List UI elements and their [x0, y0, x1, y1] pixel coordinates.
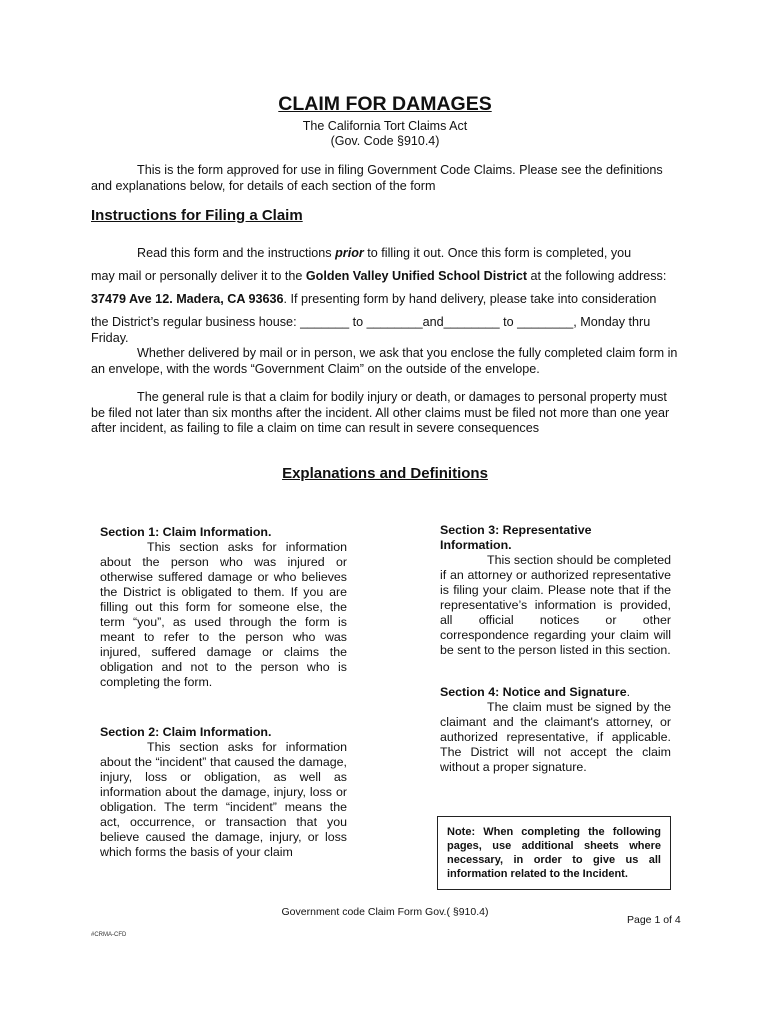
instr-text-d: at the following address:	[527, 269, 667, 283]
note-box	[437, 816, 671, 890]
subtitle: The California Tort Claims Act	[302, 119, 468, 133]
section-3-title-line-1: Section 3: Representative	[440, 523, 592, 537]
note-text: Note: When completing the following pages, use additional sheets where necessary, in order to give us all information related to the Incident.	[447, 826, 661, 880]
section-2-body: This section asks for information about the “incident” that caused the damage, injury, loss or obligation, as well as information about the damage, injury, loss or obligation. The term “incident” means the act, occurrence, or transaction that you believe caused the damage, injury, or loss which forms the basis of your claim	[100, 740, 347, 859]
instr-text-a: Read this form and the instructions	[137, 246, 336, 260]
section-4-title-period: .	[626, 685, 631, 699]
general-rule-paragraph	[91, 390, 691, 437]
instructions-line-1	[91, 242, 691, 265]
section-3-body: This section should be completed if an attorney or authorized representative is filing your claim. Please note that if the representative’s information is provided, all official notices or other correspondence regarding your claim will be sent to the person listed in this section.	[440, 553, 671, 657]
district-address: 37479 Ave 12. Madera, CA 93636	[91, 292, 284, 306]
instr-text-c: may mail or personally deliver it to the	[91, 269, 306, 283]
instr-text-b: to filling it out. Once this form is completed, you	[363, 246, 632, 260]
section-4	[440, 685, 671, 775]
section-3	[440, 523, 671, 658]
instructions-paragraph	[91, 242, 691, 334]
intro-paragraph	[91, 163, 691, 194]
page-number: Page 1 of 4	[627, 914, 681, 926]
section-2-title: Section 2: Claim Information.	[100, 725, 272, 739]
envelope-line-2: an envelope, with the words “Government Claim” on the outside of the envelope.	[91, 361, 540, 376]
instructions-line-5: Friday.	[91, 331, 129, 345]
section-2	[100, 725, 347, 860]
gov-code: (Gov. Code §910.4)	[330, 134, 440, 148]
rule-line-3: after incident, as failing to file a claim on time can result in severe consequences	[91, 421, 540, 435]
page-title: CLAIM FOR DAMAGES	[278, 93, 492, 115]
instructions-heading: Instructions for Filing a Claim	[91, 207, 303, 224]
section-3-title-line-2: Information.	[440, 538, 512, 552]
footer-form-name: Government code Claim Form Gov.( §910.4)	[281, 906, 489, 918]
instructions-line-4: the District’s regular business house: _______ to ________and________ to ________, Monday thru	[91, 315, 651, 329]
section-4-title: Section 4: Notice and Signature	[440, 685, 627, 699]
explanations-heading: Explanations and Definitions	[282, 465, 488, 482]
envelope-paragraph	[91, 346, 691, 377]
section-4-body: The claim must be signed by the claimant and the claimant's attorney, or authorized representative, if applicable. The District will not accept the claim without a proper signature.	[440, 700, 671, 774]
instr-text-e: . If presenting form by hand delivery, please take into consideration	[283, 292, 657, 306]
instructions-line-3	[91, 288, 691, 311]
section-1	[100, 525, 347, 690]
instructions-line-2	[91, 265, 691, 288]
intro-line-2: and explanations below, for details of each section of the form	[91, 178, 436, 193]
rule-line-1: The general rule is that a claim for bodily injury or death, or damages to personal property must	[137, 390, 667, 404]
footer-code: #CRMA-CFD	[91, 932, 127, 938]
section-4-title-line	[440, 685, 671, 700]
rule-line-2: be filed not later than six months after the incident. All other claims must be filed not more than one year	[91, 405, 670, 420]
prior-emphasis: prior	[335, 246, 364, 260]
section-1-title: Section 1: Claim Information.	[100, 525, 272, 539]
intro-line-1: This is the form approved for use in filing Government Code Claims. Please see the definitions	[137, 163, 663, 177]
district-name: Golden Valley Unified School District	[305, 269, 528, 283]
envelope-line-1: Whether delivered by mail or in person, we ask that you enclose the fully completed claim form in	[137, 346, 678, 360]
section-1-body: This section asks for information about the person who was injured or otherwise suffered damage or who believes the District is obligated to them. If you are filling out this form for someone else, the term “you”, as used through the form is meant to refer to the person who was injured, suffered damage or claims the obligation and not to the person who is completing the form.	[100, 540, 347, 689]
